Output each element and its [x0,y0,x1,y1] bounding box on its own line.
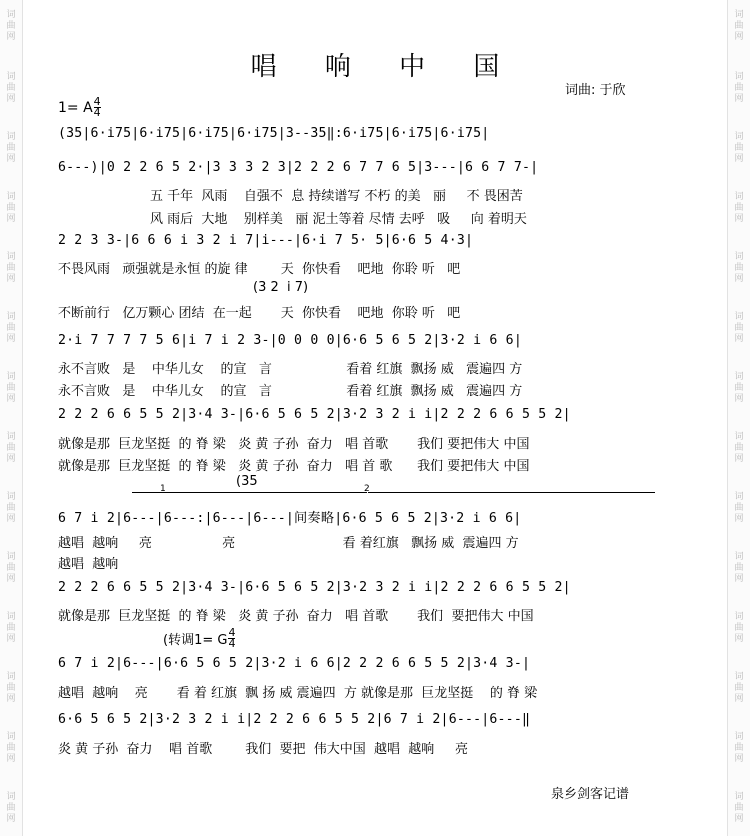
watermark-glyph-stack: 词 曲 网 [6,132,16,164]
volta-bracket-2 [368,492,655,493]
lyric-line-6: 永不言败 是 中华儿女 的宣 言 看着 红旗 飘扬 威 震遍四 方 [58,384,523,399]
watermark-glyph-stack: 词 曲 网 [6,792,16,824]
modulation-mark [163,628,235,649]
watermark-glyph-stack: 词 曲 网 [734,732,744,764]
time-top: 4 [93,95,101,108]
watermark-glyph-stack: 词 曲 网 [6,312,16,344]
volta-number-1: 1 [160,484,166,494]
watermark-glyph-stack: 词 曲 网 [6,252,16,284]
key-signature [58,97,101,118]
time-signature [94,97,101,118]
lyric-line-8: 就像是那 巨龙坚挺 的 脊 梁 炎 黄 子孙 奋力 唱 首 歌 我们 要把伟大 中国 [58,459,530,474]
watermark-glyph-stack: 词 曲 网 [6,732,16,764]
repeat-note: (35 [236,474,258,489]
lyric-line-12: 越唱 越响 亮 看 着 红旗 飘 扬 威 震遍四 方 就像是那 巨龙坚挺 的 脊 梁 [58,686,538,701]
lyric-line-13: 炎 黄 子孙 奋力 唱 首歌 我们 要把 伟大中国 越唱 越响 亮 [58,742,468,757]
watermark-glyph-stack: 词 曲 网 [6,192,16,224]
watermark-glyph-stack: 词 曲 网 [734,672,744,704]
notation-line-1: (35|6·i75|6·i75|6·i75|6·i75|3--35‖:6·i75|6·i75|6·i75| [58,126,490,141]
watermark-glyph-stack: 词 曲 网 [6,672,16,704]
notation-line-6: 6 7 i 2|6---|6---:|6---|6---|间奏略|6·6 5 6 5 2|3·2 i 6 6| [58,511,522,526]
slur-note: (3 2 i 7) [253,280,309,295]
watermark-glyph-stack: 词 曲 网 [734,612,744,644]
notation-line-5: 2 2 2 6 6 5 5 2|3·4 3-|6·6 5 6 5 2|3·2 3 2 i i|2 2 2 6 6 5 5 2| [58,407,571,422]
lyric-line-9: 越唱 越响 亮 亮 看 着红旗 飘扬 威 震遍四 方 [58,536,519,551]
lyric-line-3: 不畏风雨 顽强就是永恒 的旋 律 天 你快看 吧地 你聆 听 吧 [58,262,461,277]
notation-line-8: 6 7 i 2|6---|6·6 5 6 5 2|3·2 i 6 6|2 2 2 6 6 5 5 2|3·4 3-| [58,656,531,671]
composer-credit: 词曲: 于欣 [565,83,626,98]
watermark-glyph-stack: 词 曲 网 [734,252,744,284]
volta-number-2: 2 [364,484,370,494]
notation-line-7: 2 2 2 6 6 5 5 2|3·4 3-|6·6 5 6 5 2|3·2 3 2 i i|2 2 2 6 6 5 5 2| [58,580,571,595]
volta-bracket-1 [132,492,367,493]
watermark-glyph-stack: 词 曲 网 [734,432,744,464]
lyric-line-7: 就像是那 巨龙坚挺 的 脊 梁 炎 黄 子孙 奋力 唱 首歌 我们 要把伟大 中国 [58,437,530,452]
watermark-glyph-stack: 词 曲 网 [734,192,744,224]
lyric-line-2: 风 雨后 大地 别样美 丽 泥土等着 尽情 去呼 吸 向 着明天 [150,212,527,227]
watermark-glyph-stack: 词 曲 网 [6,372,16,404]
watermark-glyph-stack: 词 曲 网 [6,492,16,524]
left-watermark-strip [0,0,23,836]
modulation-time-top: 4 [228,626,236,639]
time-bottom: 4 [93,106,101,119]
notation-line-4: 2·i 7 7 7 7 5 6|i 7 i 2 3-|0 0 0 0|6·6 5 6 5 2|3·2 i 6 6| [58,333,522,348]
watermark-glyph-stack: 词 曲 网 [734,10,744,42]
watermark-glyph-stack: 词 曲 网 [734,72,744,104]
watermark-glyph-stack: 词 曲 网 [734,312,744,344]
lyric-line-11: 就像是那 巨龙坚挺 的 脊 梁 炎 黄 子孙 奋力 唱 首歌 我们 要把伟大 中国 [58,609,534,624]
lyric-line-10: 越唱 越响 [58,557,119,572]
watermark-glyph-stack: 词 曲 网 [6,72,16,104]
lyric-line-1: 五 千年 风雨 自强不 息 持续谱写 不朽 的美 丽 不 畏困苦 [150,189,523,204]
notation-line-3: 2 2 3 3-|6 6 6 i 3 2 i 7|i---|6·i 7 5· 5|6·6 5 4·3| [58,233,474,248]
right-watermark-strip [727,0,750,836]
notation-line-2: 6---)|0 2 2 6 5 2·|3 3 3 2 3|2 2 2 6 7 7 6 5|3---|6 6 7 7-| [58,160,539,175]
lyric-line-4: 不断前行 亿万颗心 团结 在一起 天 你快看 吧地 你聆 听 吧 [58,306,461,321]
watermark-glyph-stack: 词 曲 网 [734,792,744,824]
watermark-glyph-stack: 词 曲 网 [734,492,744,524]
watermark-glyph-stack: 词 曲 网 [734,132,744,164]
transcriber-credit: 泉乡剑客记谱 [551,787,630,802]
watermark-glyph-stack: 词 曲 网 [6,432,16,464]
modulation-time [228,628,235,649]
lyric-line-5: 永不言败 是 中华儿女 的宣 言 看着 红旗 飘扬 威 震遍四 方 [58,362,523,377]
key-label: 1= A [58,99,93,116]
watermark-glyph-stack: 词 曲 网 [6,552,16,584]
song-title: 唱 响 中 国 [250,52,520,82]
watermark-glyph-stack: 词 曲 网 [6,10,16,42]
watermark-glyph-stack: 词 曲 网 [734,552,744,584]
modulation-time-bottom: 4 [228,637,236,650]
watermark-glyph-stack: 词 曲 网 [734,372,744,404]
modulation-label: (转调1= G [163,633,228,648]
notation-line-9: 6·6 5 6 5 2|3·2 3 2 i i|2 2 2 6 6 5 5 2|6 7 i 2|6---|6---‖ [58,712,531,727]
watermark-glyph-stack: 词 曲 网 [6,612,16,644]
